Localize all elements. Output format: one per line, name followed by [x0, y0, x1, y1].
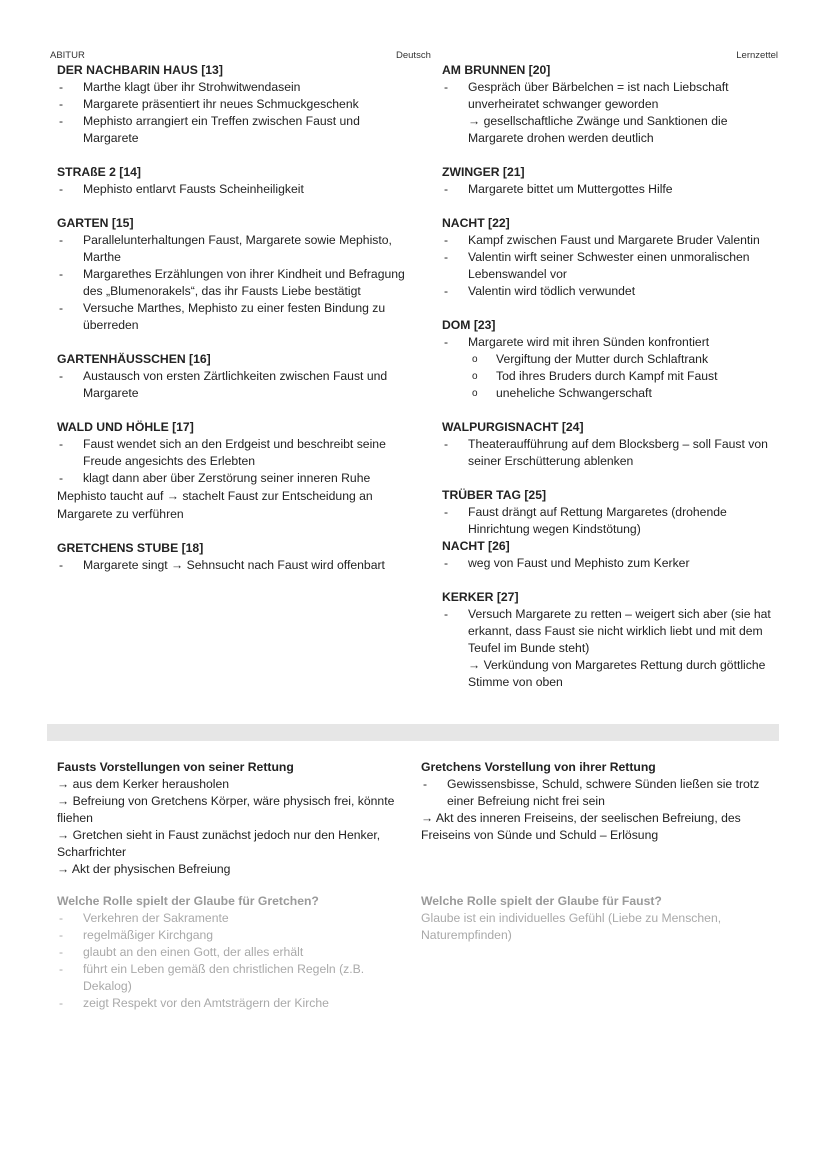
sub-text: → Verkündung von Margaretes Rettung durch göttliche Stimme von oben [468, 658, 766, 689]
section-walpurgisnacht [442, 419, 772, 470]
arrow-line: → Akt des inneren Freiseins, der seelischen Befreiung, des Freiseins von Sünde und Schuld – Erlösung [421, 811, 741, 842]
arrow-line: → Befreiung von Gretchens Körper, wäre physisch frei, könnte fliehen [57, 794, 395, 825]
list-item: - Theateraufführung auf dem Blocksberg – soll Faust von seiner Erschütterung ablenken [442, 436, 772, 470]
section-dom [442, 317, 772, 402]
list-item: - Mephisto arrangiert ein Treffen zwischen Faust und Margarete [57, 113, 412, 147]
section-title: DOM [23] [442, 318, 496, 332]
section-title: NACHT [22] [442, 216, 510, 230]
divider-band [47, 724, 779, 741]
list-item: - zeigt Respekt vor den Amtsträgern der Kirche [57, 995, 402, 1012]
arrow-line: → Gretchen sieht in Faust zunächst jedoch nur den Henker, Scharfrichter [57, 828, 381, 859]
list-item: - Versuche Marthes, Mephisto zu einer festen Bindung zu überreden [57, 300, 412, 334]
list-item: - glaubt an den einen Gott, der alles erhält [57, 944, 402, 961]
section-title: TRÜBER TAG [25] [442, 488, 547, 502]
trailing-text: Mephisto taucht auf → stachelt Faust zur Entscheidung an Margarete zu verführen [57, 489, 373, 521]
list-item: - Valentin wirft seiner Schwester einen unmoralischen Lebenswandel vor [442, 249, 772, 283]
list-item: - Faust drängt auf Rettung Margaretes (drohende Hinrichtung wegen Kindstötung) [442, 504, 772, 538]
list-item: - Gespräch über Bärbelchen = ist nach Liebschaft unverheiratet schwanger geworden [442, 79, 772, 113]
list-item: - führt ein Leben gemäß den christlichen Regeln (z.B. Dekalog) [57, 961, 402, 995]
arrow-line: → Akt der physischen Befreiung [57, 862, 231, 876]
gretchen-rettung-block [421, 759, 776, 844]
list-item: - Margarete singt → Sehnsucht nach Faust wird offenbart [57, 557, 412, 574]
faust-rettung-block [57, 759, 402, 878]
list-item: - Mephisto entlarvt Fausts Scheinheiligkeit [57, 181, 412, 198]
list-item: - Versuch Margarete zu retten – weigert sich aber (sie hat erkannt, dass Faust sie nicht wirklich liebt und mit dem Teufel im Bunde steht) [442, 606, 772, 657]
list-item: - Margarete bittet um Muttergottes Hilfe [442, 181, 772, 198]
list-item: - regelmäßiger Kirchgang [57, 927, 402, 944]
section-title: DER NACHBARIN HAUS [13] [57, 63, 223, 77]
section-title: WALD UND HÖHLE [17] [57, 420, 194, 434]
list-item: - Parallelunterhaltungen Faust, Margarete sowie Mephisto, Marthe [57, 232, 412, 266]
section-title: KERKER [27] [442, 590, 519, 604]
section-title: NACHT [26] [442, 539, 510, 553]
section-wald-und-hoehle [57, 419, 412, 523]
section-nachbarin-haus [57, 62, 412, 147]
arrow-line: → aus dem Kerker herausholen [57, 777, 230, 791]
section-title: GARTENHÄUSSCHEN [16] [57, 352, 211, 366]
list-item: - Austausch von ersten Zärtlichkeiten zwischen Faust und Margarete [57, 368, 412, 402]
list-item: - Marthe klagt über ihr Strohwitwendasein [57, 79, 412, 96]
sub-text: → gesellschaftliche Zwänge und Sanktionen die Margarete drohen werden deutlich [468, 114, 728, 145]
section-gartenhaeusschen [57, 351, 412, 402]
section-nacht-26 [442, 538, 772, 572]
section-title: GARTEN [15] [57, 216, 134, 230]
right-column [442, 62, 772, 708]
body-text: Glaube ist ein individuelles Gefühl (Liebe zu Menschen, Naturempfinden) [421, 911, 722, 942]
header-right: Lernzettel [736, 50, 778, 61]
list-item: - weg von Faust und Mephisto zum Kerker [442, 555, 772, 572]
section-title: STRAßE 2 [14] [57, 165, 141, 179]
section-trueber-tag [442, 487, 772, 538]
list-item: - Valentin wird tödlich verwundet [442, 283, 772, 300]
sub-list-item: o Tod ihres Bruders durch Kampf mit Faust [472, 368, 772, 385]
left-column [57, 62, 412, 591]
list-item: - Margarete wird mit ihren Sünden konfrontiert [442, 334, 772, 351]
list-item: - Kampf zwischen Faust und Margarete Bruder Valentin [442, 232, 772, 249]
section-am-brunnen [442, 62, 772, 147]
section-title: Gretchens Vorstellung von ihrer Rettung [421, 760, 656, 774]
section-title: WALPURGISNACHT [24] [442, 420, 584, 434]
header-left: ABITUR [50, 50, 85, 61]
section-garten [57, 215, 412, 334]
header-center: Deutsch [396, 50, 431, 61]
list-item: - klagt dann aber über Zerstörung seiner inneren Ruhe [57, 470, 412, 487]
glaube-gretchen-block [57, 893, 402, 1012]
glaube-faust-block [421, 893, 756, 944]
list-item: - Gewissensbisse, Schuld, schwere Sünden ließen sie trotz einer Befreiung nicht frei sein [421, 776, 776, 810]
list-item: - Margarethes Erzählungen von ihrer Kindheit und Befragung des „Blumenorakels“, das ihr Fausts Liebe bestätigt [57, 266, 412, 300]
list-item: - Verkehren der Sakramente [57, 910, 402, 927]
section-kerker [442, 589, 772, 691]
list-item: - Faust wendet sich an den Erdgeist und beschreibt seine Freude angesichts des Erlebten [57, 436, 412, 470]
list-item: - Margarete präsentiert ihr neues Schmuckgeschenk [57, 96, 412, 113]
section-title: Welche Rolle spielt der Glaube für Faust? [421, 894, 662, 908]
section-nacht-22 [442, 215, 772, 300]
section-gretchens-stube [57, 540, 412, 574]
section-title: ZWINGER [21] [442, 165, 525, 179]
sub-list-item: o uneheliche Schwangerschaft [472, 385, 772, 402]
sub-list-item: o Vergiftung der Mutter durch Schlaftrank [472, 351, 772, 368]
section-title: GRETCHENS STUBE [18] [57, 541, 204, 555]
section-strasse-2 [57, 164, 412, 198]
section-title: AM BRUNNEN [20] [442, 63, 551, 77]
section-title: Welche Rolle spielt der Glaube für Gretchen? [57, 894, 319, 908]
section-zwinger [442, 164, 772, 198]
section-title: Fausts Vorstellungen von seiner Rettung [57, 760, 294, 774]
